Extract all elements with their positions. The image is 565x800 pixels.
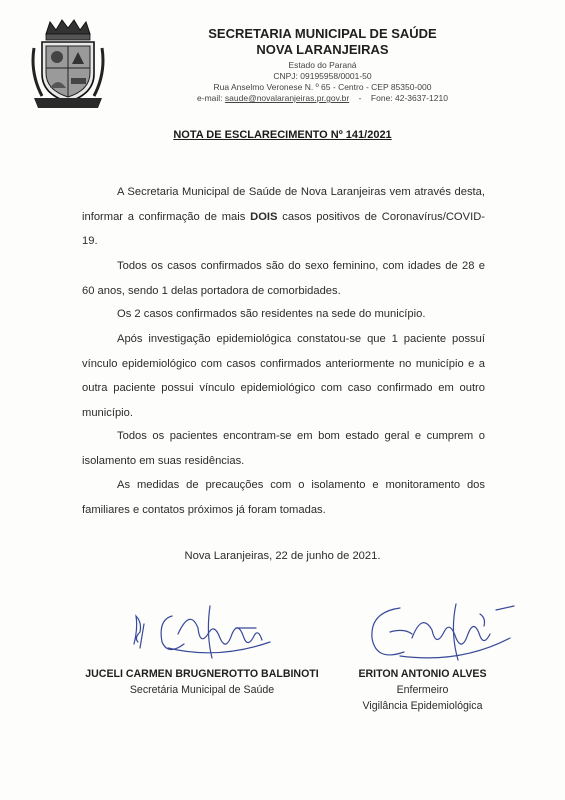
paragraph-1-bold: DOIS — [250, 210, 278, 223]
header-contact — [40, 93, 565, 103]
paragraph-1-text-a: A Secretaria Municipal de Saúde de Nova Laranjeiras vem através desta, informar a confirmação de mais — [82, 186, 485, 223]
document-date: Nova Laranjeiras, 22 de junho de 2021. — [184, 550, 381, 562]
signature-left-name: JUCELI CARMEN BRUGNEROTTO BALBINOTI — [85, 668, 319, 680]
paragraph-1-text-b: casos positivos de Coronavírus/COVID-19. — [82, 210, 485, 247]
signature-right-dept: Vigilância Epidemiológica — [362, 700, 483, 712]
paragraph-5: Todos os pacientes encontram-se em bom estado geral e cumprem o isolamento em suas residências. — [82, 430, 485, 467]
paragraph-4: Após investigação epidemiológica constatou-se que 1 paciente possuí vínculo epidemiológico com casos confirmados anteriormente no município e a outra paciente possui vínculo epidemiológico com caso confirmado em outro município. — [82, 333, 485, 419]
paragraph-6: As medidas de precauções com o isolamento e monitoramento dos familiares e contatos próximos já foram tomadas. — [82, 479, 485, 516]
separator: - — [358, 93, 362, 103]
paragraph-2: Todos os casos confirmados são do sexo feminino, com idades de 28 e 60 anos, sendo 1 delas portadora de comorbidades. — [82, 260, 485, 297]
header-state: Estado do Paraná — [288, 60, 357, 70]
email-label: e-mail: — [197, 93, 223, 103]
email-link[interactable]: saude@novalaranjeiras.pr.gov.br — [224, 93, 350, 103]
paragraph-1 — [82, 180, 485, 254]
header-title-line2: NOVA LARANJEIRAS — [256, 42, 389, 57]
signature-left-role: Secretária Municipal de Saúde — [129, 684, 275, 696]
document-title: NOTA DE ESCLARECIMENTO Nº 141/2021 — [173, 129, 392, 141]
header-title-line1: SECRETARIA MUNICIPAL DE SAÚDE — [208, 26, 437, 41]
signature-right-role: Enfermeiro — [396, 684, 449, 696]
phone: Fone: 42-3637-1210 — [370, 93, 448, 103]
signature-right-name: ERITON ANTONIO ALVES — [358, 668, 487, 680]
header-cnpj: CNPJ: 09195958/0001-50 — [273, 71, 372, 81]
signature-left — [128, 598, 278, 670]
paragraph-3: Os 2 casos confirmados são residentes na sede do município. — [117, 308, 426, 320]
signature-right — [360, 598, 520, 670]
header-address: Rua Anselmo Veronese N. º 65 - Centro - CEP 85350-000 — [213, 82, 432, 92]
